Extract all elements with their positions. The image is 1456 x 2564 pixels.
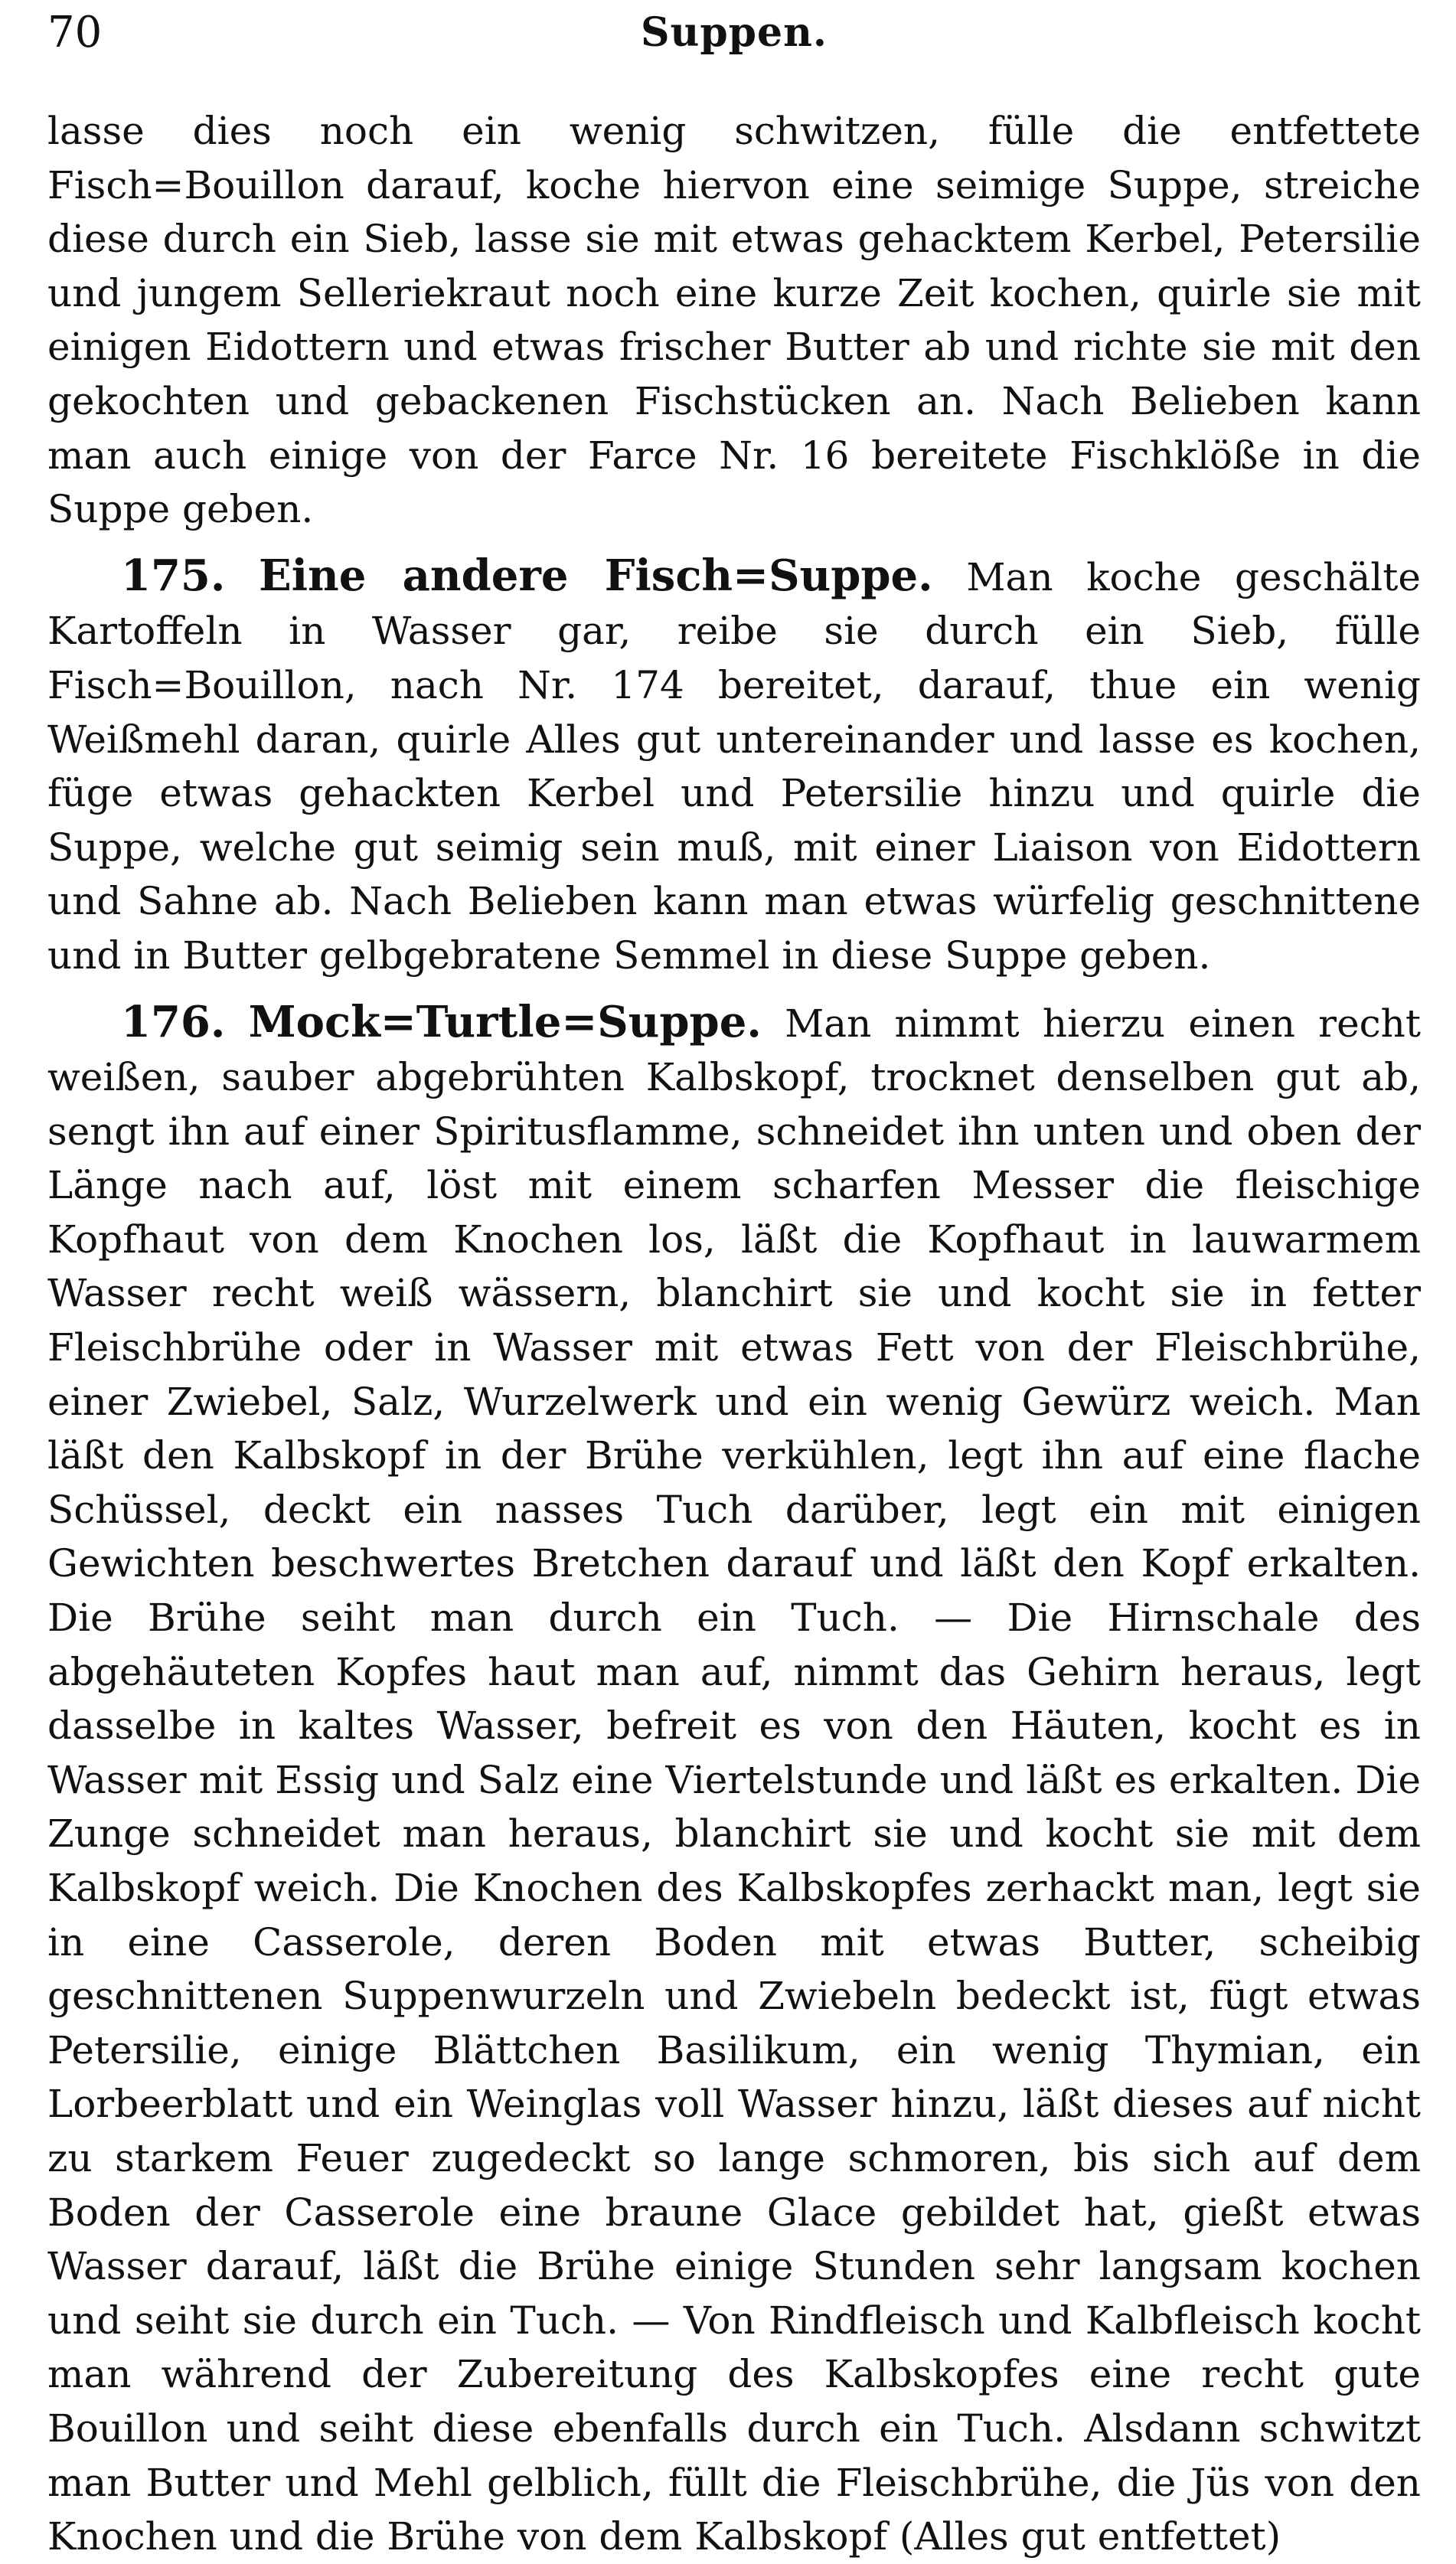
recipe-175 — [47, 549, 1421, 983]
body-text — [47, 104, 1421, 2564]
recipe-number: 175. — [121, 550, 226, 601]
recipe-text: Man koche geschälte Kartoffeln in Wasser gar, reibe sie durch ein Sieb, fülle Fisch=Bouillon, nach Nr. 174 bereitet, darauf, thue ein wenig Weißmehl daran, quirle Alles gut untereinander und lasse es kochen, füge etwas gehackten Kerbel und Petersilie hinzu und quirle die Suppe, welche gut seimig sein muß, mit einer Liaison von Eidottern und Sahne ab. Nach Belieben kann man etwas würfelig geschnittene und in Butter gelbgebratene Semmel in diese Suppe geben. — [47, 554, 1421, 978]
recipe-176 — [47, 995, 1421, 2564]
recipe-title: Mock=Turtle=Suppe. — [248, 996, 762, 1047]
recipe-text: Man nimmt hierzu einen recht weißen, sauber abgebrühten Kalbskopf, trocknet denselben gut ab, sengt ihn auf einer Spiritusflamme, schneidet ihn unten und oben der Länge nach auf, löst mit einem scharfen Messer die fleischige Kopfhaut von dem Knochen los, läßt die Kopfhaut in lauwarmem Wasser recht weiß wässern, blanchirt sie und kocht sie in fetter Fleischbrühe oder in Wasser mit etwas Fett von der Fleischbrühe, einer Zwiebel, Salz, Wurzelwerk und ein wenig Gewürz weich. Man läßt den Kalbskopf in der Brühe verkühlen, legt ihn auf eine flache Schüssel, deckt ein nasses Tuch darüber, legt ein mit einigen Gewichten beschwertes Bretchen darauf und läßt den Kopf erkalten. Die Brühe seiht man durch ein Tuch. — Die Hirnschale des abgehäuteten Kopfes haut man auf, nimmt das Gehirn heraus, legt dasselbe in kaltes Wasser, befreit es von den Häuten, kocht es in Wasser mit Essig und Salz eine Viertelstunde und läßt es erkalten. Die Zunge schneidet man heraus, blanchirt sie und kocht sie mit dem Kalbskopf weich. Die Knochen des Kalbskopfes zerhackt man, legt sie in eine Casserole, deren Boden mit etwas Butter, scheibig geschnittenen Suppenwurzeln und Zwiebeln bedeckt ist, fügt etwas Petersilie, einige Blättchen Basilikum, ein wenig Thymian, ein Lorbeerblatt und ein Weinglas voll Wasser hinzu, läßt dieses auf nicht zu starkem Feuer zugedeckt so lange schmoren, bis sich auf dem Boden der Casserole eine braune Glace gebildet hat, gießt etwas Wasser darauf, läßt die Brühe einige Stunden sehr langsam kochen und seiht sie durch ein Tuch. — Von Rindfleisch und Kalbfleisch kocht man während der Zubereitung des Kalbskopfes eine recht gute Bouillon und seiht diese ebenfalls durch ein Tuch. Alsdann schwitzt man Butter und Mehl gelblich, füllt die Fleischbrühe, die Jüs von den Knochen und die Brühe von dem Kalbskopf (Alles gut entfettet) — [47, 1001, 1421, 2559]
running-title: Suppen. — [640, 9, 828, 56]
recipe-number: 176. — [121, 996, 226, 1047]
page-number: 70 — [47, 8, 103, 57]
continuation-paragraph: lasse dies noch ein wenig schwitzen, fülle die entfettete Fisch=Bouillon darauf, koche hiervon eine seimige Suppe, streiche diese durch ein Sieb, lasse sie mit etwas gehacktem Kerbel, Petersilie und jungem Selleriekraut noch eine kurze Zeit kochen, quirle sie mit einigen Eidottern und etwas frischer Butter ab und richte sie mit den gekochten und gebackenen Fischstücken an. Nach Belieben kann man auch einige von der Farce Nr. 16 bereitete Fischklöße in die Suppe geben. — [47, 109, 1421, 532]
running-head — [47, 6, 1421, 60]
recipe-title: Eine andere Fisch=Suppe. — [259, 550, 933, 601]
